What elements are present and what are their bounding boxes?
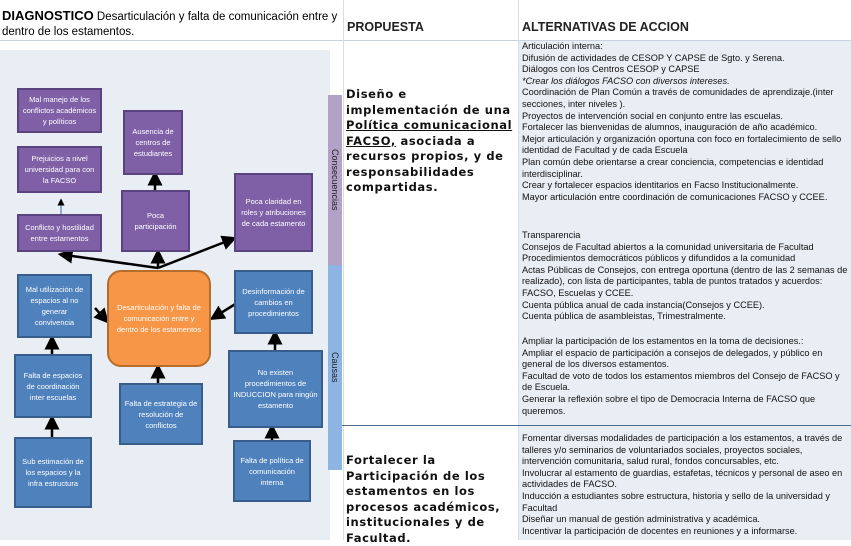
cause-no-comm-policy: Falta de política de comunicación interna — [233, 440, 311, 502]
column-divider — [343, 0, 344, 540]
row-divider — [340, 425, 851, 426]
proposal-participation: Fortalecer la Participación de los estamentos en los procesos académicos, institucionales y de Facultad. — [346, 453, 501, 545]
cause-underestimation: Sub estimación de los espacios y la infra estructura — [14, 437, 92, 508]
proposal-header: PROPUESTA — [347, 20, 424, 34]
column-divider — [518, 0, 519, 540]
central-problem: Desarticulación y falta de comunicación entre y dentro de los estamentos — [107, 270, 211, 367]
cause-lack-coordination: Falta de espacios de coordinación inter escuelas — [14, 354, 92, 418]
consequence-no-student-centers: Ausencia de centros de estudiantes — [123, 110, 183, 175]
consequences-band: Consecuencias — [328, 95, 342, 265]
consequence-low-participation: Poca participación — [121, 190, 190, 252]
consequence-prejudice: Prejuicios a nivel universidad para con la FACSO — [17, 146, 102, 193]
cause-no-induction: No existen procedimientos de INDUCCION para ningún estamento — [228, 350, 323, 428]
diagnostic-title: DIAGNOSTICO Desarticulación y falta de comunicación entre y dentro de los estamentos. — [2, 8, 338, 38]
alternatives-internal-articulation: Articulación interna: Difusión de actividades de CESOP Y CAPSE de Sgto. y Serena. Diálogos con los Centros CESOP y CAPSE *Crear los diálogos FACSO con diversos intereses. Coordinación de Plan Común a través de comunidades de aprendizaje.(inter secciones, inter niveles ). Proyectos de intervención social en conjunto entre las escuelas. Fortalecer las bienvenidas de alumnos, inauguración de año académico. Mejor articulación y organización oportuna con foco en fortalecimiento de sello identidad de Facultad y de cada Escuela Plan común debe orientarse a crear conciencia, competencias e identidad interdisciplinar. Crear y fortalecer espacios identitarios en Facso Institucionalmente. Mayor articulación entre coordinación de comunicaciones FACSO y CCEE. — [522, 41, 842, 202]
cause-space-misuse: Mal utilización de espacios al no generar convivencia — [17, 274, 92, 338]
alternatives-participation-modes: Fomentar diversas modalidades de participación a los estamentos, a través de talleres y/o seminarios de voluntariados sociales, proyectos sociales, intervención comunitaria, salud rural, fondos concursables, etc. Involucrar al estamento de guardias, estafetas, técnicos y personal de aseo en actividades de FACSO. Inducción a estudiantes sobre estructura, historia y sello de la universidad y Facultad Diseñar un manual de gestión administrativa y académica. Incentivar la participación de docentes en reuniones y a informarse. — [522, 433, 843, 536]
alternatives-transparency: Transparencia Consejos de Facultad abiertos a la comunidad universitaria de Facultad Procedimientos democráticos públicos y difundidos a la comunidad Actas Públicas de Consejos, con entrega oportuna (dentro de las 2 semanas de realizado), con lista de participantes, tabla de puntos tratados y acuerdos: FACSO, Escuelas y CCEE. Cuenta pública anual de cada instancia(Consejos y CCEE). Cuenta pública de asambleistas, Trimestralmente. — [522, 230, 848, 322]
arrow — [95, 308, 104, 318]
cause-misinformation: Desinformación de cambios en procedimientos — [234, 270, 313, 334]
consequence-conflict-mismanagement: Mal manejo de los conflictos académicos y políticos — [17, 88, 102, 133]
causes-band: Causas — [328, 265, 342, 470]
alternatives-decision-participation: Ampliar la participación de los estamentos en la toma de decisiones.: Ampliar el espacio de participación a consejos de delegados, y público en general de los diversos estamentos. Facultad de voto de todos los estamentos miembros del Consejo de FACSO y de Escuela. Generar la reflexión sobre el tipo de Democracia Interna de FACSO que queremos. — [522, 336, 840, 416]
arrow — [65, 255, 158, 268]
cause-no-strategy: Falta de estrategia de resolución de conflictos — [119, 383, 203, 445]
alternatives-header: ALTERNATIVAS DE ACCION — [522, 20, 689, 34]
consequence-conflict-hostility: Conflicto y hostilidad entre estamentos — [17, 214, 102, 252]
proposal-communication-policy: Diseño e implementación de una Política comunicacional FACSO, asociada a recursos propios, y de responsabilidades compartidas. — [346, 87, 513, 194]
consequence-role-clarity: Poca claridad en roles y atribuciones de cada estamento — [234, 173, 313, 252]
